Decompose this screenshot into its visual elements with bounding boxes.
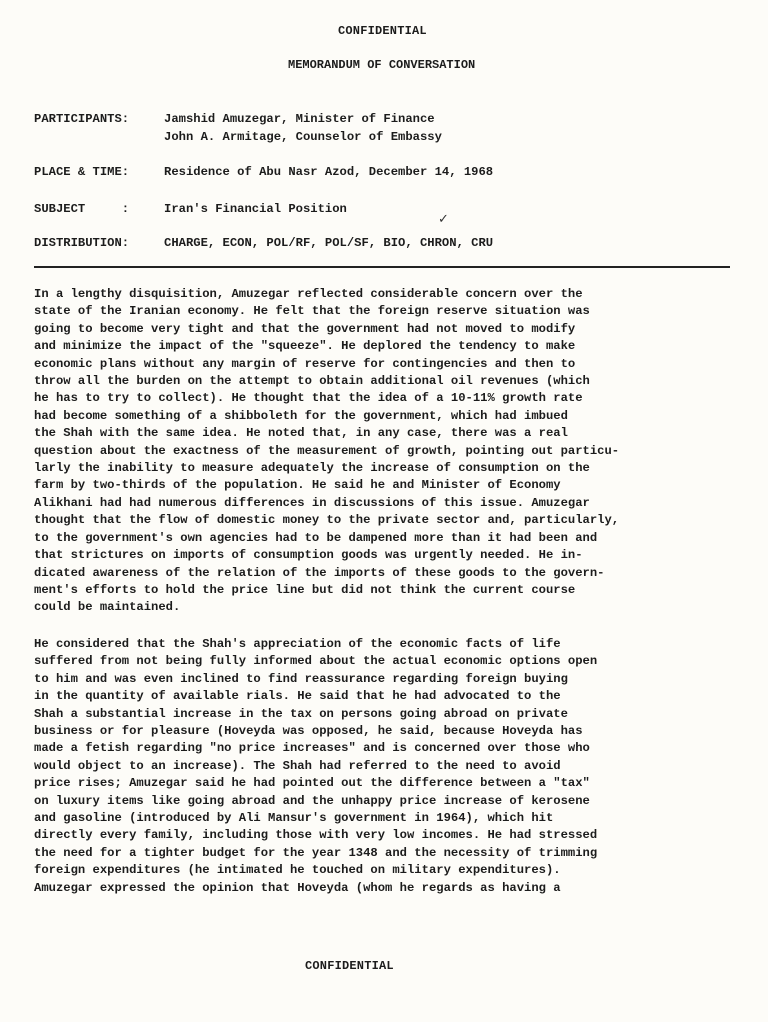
text-line: the need for a tighter budget for the year 1348 and the necessity of trimming <box>34 845 598 860</box>
text-line: had become something of a shibboleth for the government, which had imbued <box>34 408 568 423</box>
text-line: would object to an increase). The Shah had referred to the need to avoid <box>34 758 561 773</box>
text-line: and gasoline (introduced by Ali Mansur's government in 1964), which hit <box>34 811 554 826</box>
text-line: the Shah with the same idea. He noted that, in any case, there was a real <box>34 426 568 441</box>
distribution-value: CHARGE, ECON, POL/RF, POL/SF, BIO, CHRON, CRU <box>164 236 494 250</box>
text-line: and minimize the impact of the "squeeze". He deplored the tendency to make <box>34 339 576 354</box>
text-line: ment's efforts to hold the price line but did not think the current course <box>34 582 576 597</box>
text-line: dicated awareness of the relation of the imports of these goods to the govern- <box>34 565 605 580</box>
text-line: suffered from not being fully informed about the actual economic options open <box>34 654 598 669</box>
check-mark-icon: ✓ <box>438 212 449 227</box>
classification-bottom: CONFIDENTIAL <box>305 959 394 973</box>
text-line: He considered that the Shah's appreciation of the economic facts of life <box>34 637 561 651</box>
text-line: Alikhani had had numerous differences in discussions of this issue. Amuzegar <box>34 495 590 510</box>
distribution-row <box>34 236 493 250</box>
text-line: larly the inability to measure adequately the increase of consumption on the <box>34 461 590 476</box>
subject-label: SUBJECT : <box>34 202 130 216</box>
place-time-row <box>34 165 493 179</box>
text-line: directly every family, including those with very low incomes. He had stressed <box>34 828 598 843</box>
subject-row <box>34 202 347 216</box>
paragraph-1 <box>34 286 744 617</box>
text-line: Shah a substantial increase in the tax on persons going abroad on private <box>34 706 568 721</box>
distribution-label: DISTRIBUTION: <box>34 236 130 250</box>
participants-label: PARTICIPANTS: <box>34 112 130 126</box>
text-line: economic plans without any margin of reserve for contingencies and then to <box>34 356 576 371</box>
text-line: state of the Iranian economy. He felt that the foreign reserve situation was <box>34 304 590 319</box>
participant-1: Jamshid Amuzegar, Minister of Finance <box>164 112 435 126</box>
text-line: Amuzegar expressed the opinion that Hoveyda (whom he regards as having a <box>34 880 561 895</box>
text-line: question about the exactness of the measurement of growth, pointing out particu- <box>34 443 620 458</box>
paragraph-2 <box>34 636 744 897</box>
text-line: farm by two-thirds of the population. He said he and Minister of Economy <box>34 478 561 493</box>
memo-title: MEMORANDUM OF CONVERSATION <box>288 58 476 72</box>
text-line: foreign expenditures (he intimated he touched on military expenditures). <box>34 863 561 878</box>
text-line: that strictures on imports of consumption goods was urgently needed. He in- <box>34 548 583 563</box>
participant-2: John A. Armitage, Counselor of Embassy <box>164 130 442 144</box>
text-line: to the government's own agencies had to be dampened more than it had been and <box>34 530 598 545</box>
text-line: in the quantity of available rials. He said that he had advocated to the <box>34 689 561 704</box>
text-line: could be maintained. <box>34 600 181 615</box>
text-line: throw all the burden on the attempt to obtain additional oil revenues (which <box>34 374 590 389</box>
text-line: going to become very tight and that the government had not moved to modify <box>34 321 576 336</box>
text-line: price rises; Amuzegar said he had pointed out the difference between a "tax" <box>34 776 590 791</box>
place-time-value: Residence of Abu Nasr Azod, December 14, 1968 <box>164 165 494 179</box>
text-line: on luxury items like going abroad and the unhappy price increase of kerosene <box>34 793 590 808</box>
text-line: business or for pleasure (Hoveyda was opposed, he said, because Hoveyda has <box>34 724 583 739</box>
header-divider <box>34 266 730 268</box>
text-line: he has to try to collect). He thought that the idea of a 10-11% growth rate <box>34 391 583 406</box>
text-line: made a fetish regarding "no price increases" and is concerned over those who <box>34 741 590 756</box>
participants-row <box>34 112 435 126</box>
classification-top: CONFIDENTIAL <box>338 24 427 38</box>
text-line: In a lengthy disquisition, Amuzegar reflected considerable concern over the <box>34 287 583 301</box>
subject-value: Iran's Financial Position <box>164 202 347 216</box>
text-line: to him and was even inclined to find reassurance regarding foreign buying <box>34 671 568 686</box>
place-time-label: PLACE & TIME: <box>34 165 130 179</box>
text-line: thought that the flow of domestic money to the private sector and, particularly, <box>34 513 620 528</box>
